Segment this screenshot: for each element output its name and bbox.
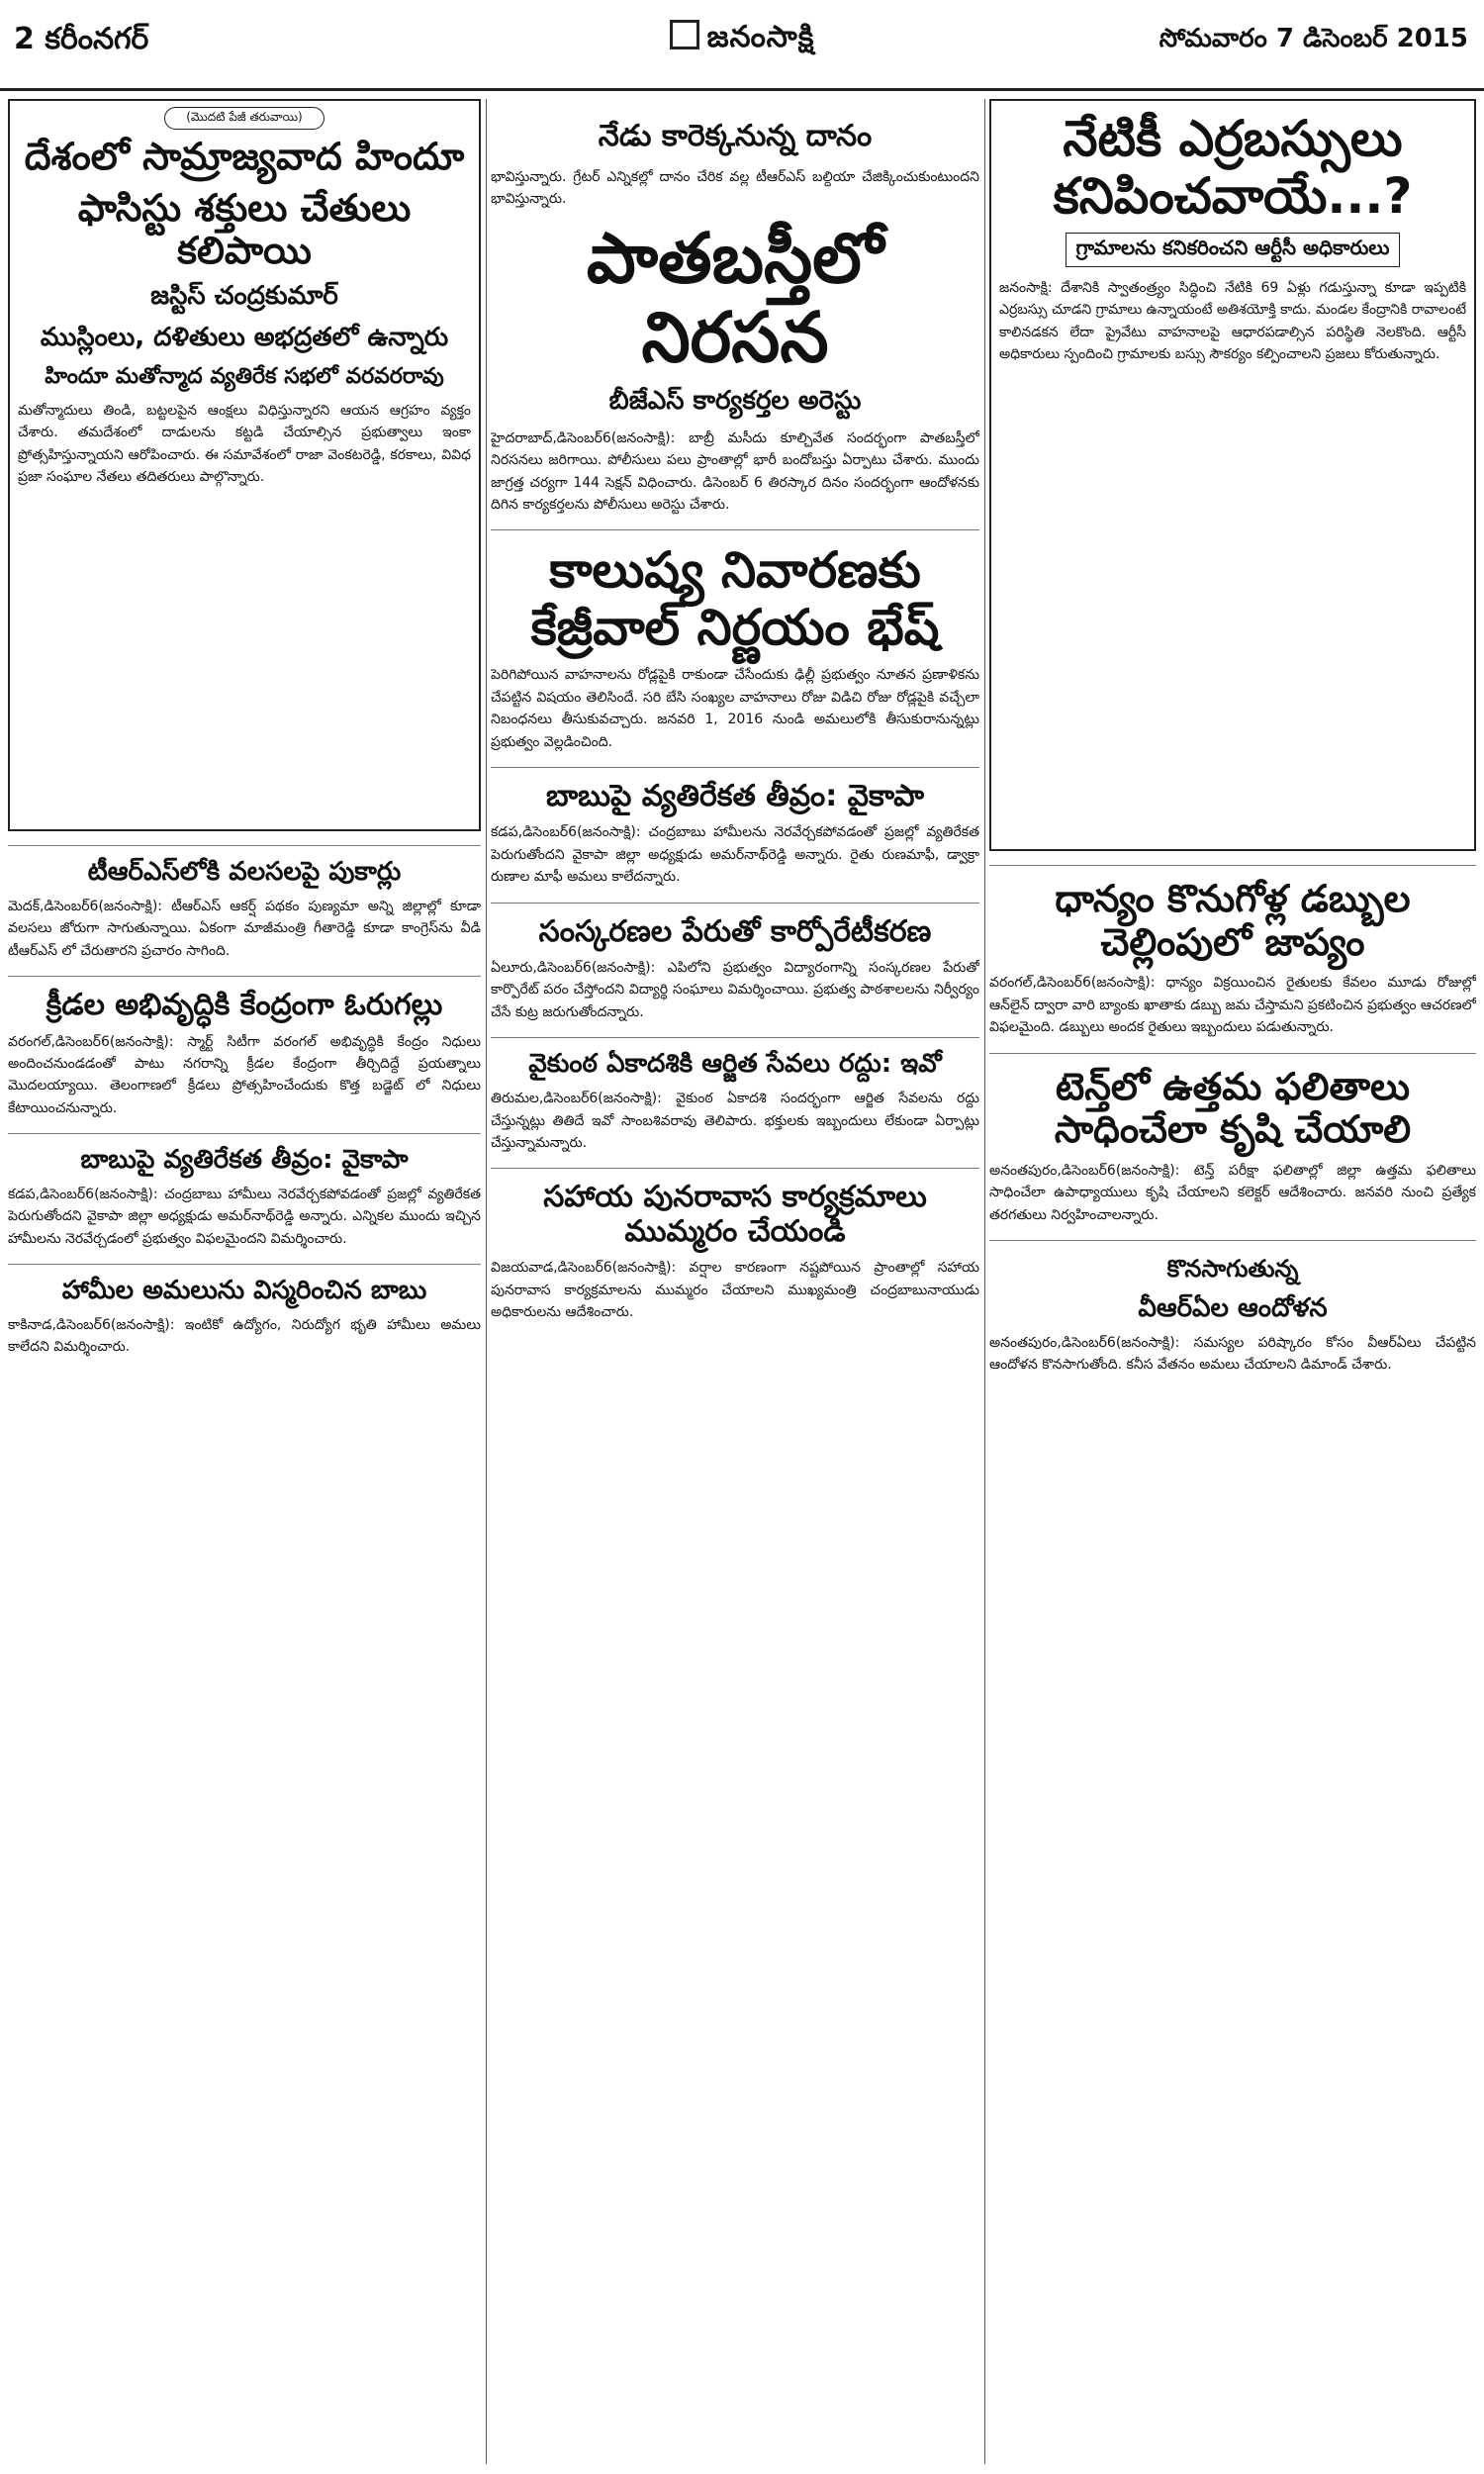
headline: వీఆర్‌ఏల ఆందోళన [1138, 1293, 1328, 1324]
subheadline: ముస్లింలు, దళితులు అభద్రతలో ఉన్నారు [40, 323, 449, 353]
headline: వైకుంఠ ఏకాదశికి ఆర్జిత సేవలు రద్దు: ఇవో [528, 1049, 942, 1080]
subheadline: గ్రామాలను కనికరించని ఆర్టీసీ అధికారులు [1066, 233, 1401, 267]
story-body: హైదరాబాద్,డిసెంబర్6(జనంసాక్షి): బాబ్రీ మసీదు కూల్చివేత సందర్భంగా పాతబస్తీలో నిరసనలు జరిగాయి. పోలీసులు పలు ప్రాంతాల్లో భారీ బందోబస్తు ఏర్పాటు చేశారు. ముందు జాగ్రత్త చర్యగా 144 సెక్షన్ విధించారు. డిసెంబర్ 6 తిరస్కార దినం సందర్భంగా ఆందోళనకు దిగిన కార్యకర్తలను పోలీసులు అరెస్టు చేశారు. [491, 429, 979, 513]
headline: టెన్త్‌లో ఉత్తమ ఫలితాలు సాధించేలా కృషి చేయాలి [1054, 1064, 1412, 1152]
kicker: కొనసాగుతున్న [1166, 1255, 1299, 1284]
story-ysrcp-left [8, 1133, 481, 1258]
story-body: కడప,డిసెంబర్6(జనంసాక్షి): చంద్రబాబు హామీలను నెరవేర్చకపోవడంతో ప్రజల్లో వ్యతిరేకత పెరుగుతోందని వైకాపా జిల్లా అధ్యక్షుడు అమర్‌నాథ్‌రెడ్డి అన్నారు. రైతు రుణమాఫీ, డ్వాక్రా రుణాల మాఫీ అమలు కాలేదన్నారు. [491, 824, 979, 886]
column-left [8, 99, 481, 1367]
masthead-title: జనంసాక్షి [706, 20, 815, 54]
subheadline: బీజేఎస్ కార్యకర్తల అరెస్టు [608, 385, 862, 416]
page-number: 2 కరీంనగర్ [14, 22, 149, 56]
story-intro: భావిస్తున్నారు. గ్రేటర్ ఎన్నికల్లో దానం చేరిక వల్ల టీఆర్‌ఎస్ బల్దియా చేజిక్కించుకుంటుందని భావిస్తున్నారు. [491, 169, 979, 208]
masthead-logo-icon [670, 20, 699, 49]
headline: టీఆర్‌ఎస్‌లోకి వలసలపై పుకార్లు [87, 857, 402, 887]
headline: దేశంలో సామ్రాజ్యవాద హిందూ [24, 135, 465, 178]
headline: ధాన్యం కొనుగోళ్ల డబ్బుల చెల్లింపులో జాప్యం [1055, 877, 1411, 964]
story-body: మెదక్,డిసెంబర్6(జనంసాక్షి): టీఆర్‌ఎస్ ఆకర్ష్ పథకం పుణ్యమా అన్ని జిల్లాల్లో కూడా వలసలు జోరుగా సాగుతున్నాయి. ఏకంగా మాజీమంత్రి గీతారెడ్డి కూడా కాంగ్రెస్‌ను వీడి టీఆర్‌ఎస్ లో చేరుతారని ప్రచారం సాగింది. [8, 898, 481, 959]
subheadline: జస్టిస్ చంద్రకుమార్ [150, 281, 338, 312]
story-corporatisation [491, 903, 979, 1032]
story-tenth-results [989, 1053, 1476, 1235]
story-body: పెరిగిపోయిన వాహనాలను రోడ్లపైకి రాకుండా చేసేందుకు ఢిల్లీ ప్రభుత్వం నూతన ప్రణాళికను చేపట్టిన విషయం తెలిసిందే. సరి బేసి సంఖ్యల వాహనాలు రోజు విడిచి రోజు రోడ్లపైకి వచ్చేలా నిబంధనలు తీసుకువచ్చారు. జనవరి 1, 2016 నుండి అమలులోకి తీసుకురానున్నట్లు ప్రభుత్వం వెల్లడించింది. [491, 667, 979, 750]
story-body: ఏలూరు,డిసెంబర్6(జనంసాక్షి): ఎపిలోని ప్రభుత్వం విద్యారంగాన్ని సంస్కరణల పేరుతో కార్పొరేట్ పరం చేస్తోందని విద్యార్థి సంఘాలు విమర్శించాయి. ప్రభుత్వ పాఠశాలలను నిర్వీర్యం చేసే కుట్ర జరుగుతోందన్నారు. [491, 960, 979, 1020]
subheadline-wrap [999, 233, 1466, 267]
story-vaikuntha-ekadasi [491, 1037, 979, 1162]
story-body: వరంగల్,డిసెంబర్6(జనంసాక్షి): స్మార్ట్ సిటీగా వరంగల్ అభివృద్ధికి కేంద్రం నిధులు అందించనుండడంతో పాటు నగరాన్ని క్రీడల కేంద్రంగా తీర్చిదిద్దే ప్రయత్నాలు మొదలయ్యాయి. తెలంగాణలో క్రీడలు ప్రోత్సహించేందుకు కొత్త బడ్జెట్ లో నిధులు కేటాయించనున్నారు. [8, 1033, 481, 1116]
page-header [0, 0, 1484, 91]
story-body: విజయవాడ,డిసెంబర్6(జనంసాక్షి): వర్షాల కారణంగా నష్టపోయిన ప్రాంతాల్లో సహాయ పునరావాస కార్యక్రమాలను ముమ్మరం చేయాలని ముఖ్యమంత్రి చంద్రబాబునాయుడు అధికారులను ఆదేశించారు. [491, 1260, 979, 1321]
headline: సహాయ పునరావాస కార్యక్రమాలు ముమ్మరం చేయండి [543, 1180, 927, 1249]
headline: బాబుపై వ్యతిరేకత తీవ్రం: వైకాపా [545, 778, 925, 813]
story-ysrcp-middle [491, 767, 979, 897]
story-body: కడప,డిసెంబర్6(జనంసాక్షి): చంద్రబాబు హామీలు నెరవేర్చకపోవడంతో ప్రజల్లో వ్యతిరేకత పెరుగుతోందని వైకాపా జిల్లా అధ్యక్షుడు అమర్‌నాథ్‌రెడ్డి అన్నారు. ఎన్నికల ముందు ఇచ్చిన హామీలను నెరవేర్చడంలో ప్రభుత్వం విఫలమైందని విమర్శించారు. [8, 1187, 481, 1247]
story-hindu-fascist [8, 99, 481, 831]
headline: క్రీడల అభివృద్ధికి కేంద్రంగా ఓరుగల్లు [46, 988, 443, 1023]
story-sports-hub [8, 976, 481, 1127]
story-relief-rehab [491, 1168, 979, 1331]
column-divider [486, 99, 487, 2464]
headline: కాలుష్య నివారణకు కేజ్రీవాల్ నిర్ణయం భేష్ [530, 541, 940, 656]
story-body: అనంతపురం,డిసెంబర్6(జనంసాక్షి): టెన్త్ పరీక్షా ఫలితాల్లో జిల్లా ఉత్తమ ఫలితాలు సాధించేలా ఉపాధ్యాయులు కృషి చేయాలని కలెక్టర్ ఆదేశించారు. జనవరి నుంచి ప్రత్యేక తరగతులు నిర్వహించాలన్నారు. [989, 1162, 1476, 1223]
dateline: సోమవారం 7 డిసెంబర్ 2015 [1159, 24, 1468, 53]
kicker: నేడు కారెక్కనున్న దానం [598, 119, 873, 153]
story-body: అనంతపురం,డిసెంబర్6(జనంసాక్షి): సమస్యల పరిష్కారం కోసం వీఆర్‌ఏలు చేపట్టిన ఆందోళన కొనసాగుతోంది. కనీస వేతనం అమలు చేయాలని డిమాండ్ చేశారు. [989, 1334, 1476, 1374]
column-middle [491, 99, 979, 1331]
headline: నేటికీ ఎర్రబస్సులు కనిపించవాయే...? [1053, 110, 1413, 225]
story-kejriwal [491, 529, 979, 761]
story-trs-rumours [8, 845, 481, 970]
story-body: వరంగల్,డిసెంబర్6(జనంసాక్షి): ధాన్యం విక్రయించిన రైతులకు కేవలం మూడు రోజుల్లో ఆన్‌లైన్ ద్వారా వారి బ్యాంకు ఖాతాకు డబ్బు జమ చేస్తామని ప్రకటించిన ప్రభుత్వం ఆచరణలో విఫలమైంది. డబ్బులు అందక రైతులు ఇబ్బందులు పడుతున్నారు. [989, 975, 1476, 1036]
headline: ఫాసిస్టు శక్తులు చేతులు కలిపాయి [77, 185, 412, 273]
headline: పాతబస్తీలో నిరసన [586, 217, 884, 379]
story-promises [8, 1264, 481, 1367]
story-body: తిరుమల,డిసెంబర్6(జనంసాక్షి): వైకుంఠ ఏకాదశి సందర్భంగా ఆర్జిత సేవలను రద్దు చేస్తున్నట్లు తితిదే ఇవో సాంబశివరావు తెలిపారు. భక్తులకు ఇబ్బందులు లేకుండా ఏర్పాట్లు చేస్తున్నామన్నారు. [491, 1091, 979, 1151]
headline: హామీల అమలును విస్మరించిన బాబు [61, 1276, 427, 1306]
story-body: జనంసాక్షి: దేశానికి స్వాతంత్ర్యం సిద్ధించి నేటికి 69 ఏళ్లు గడుస్తున్నా కూడా ఇప్పటికి ఎర్రబస్సు చూడని గ్రామాలు ఉన్నాయంటే అతిశయోక్తి కాదు. మండల కేంద్రానికి రావాలంటే కాలినడకన లేదా ప్రైవేటు వాహనాలపై ఆధారపడాల్సిన పరిస్థితి నెలకొంది. ఆర్టీసీ అధికారులు స్పందించి గ్రామాలకు బస్సు సౌకర్యం కల్పించాలని ప్రజలు కోరుతున్నారు. [999, 280, 1466, 363]
subheadline: హిందూ మతోన్మాద వ్యతిరేక సభలో వరవరరావు [45, 364, 444, 390]
story-body: మతోన్మాదులు తిండి, బట్టలపైన ఆంక్షలు విధిస్తున్నారని ఆయన ఆగ్రహం వ్యక్తం చేశారు. తమదేశంలో దాడులను కట్టడి చేయాల్సిన ప్రభుత్వాలు ఇంకా ప్రోత్సహిస్తున్నాయని ఆరోపించారు. ఈ సమావేశంలో రాజా వెంకటరెడ్డి, కరకాలు, వివిధ ప్రజా సంఘాల నేతలు తదితరులు పాల్గొన్నారు. [18, 403, 471, 486]
column-right [989, 99, 1476, 1384]
headline: సంస్కరణల పేరుతో కార్పోరేటీకరణ [538, 913, 932, 949]
story-grain-payments [989, 865, 1476, 1047]
story-red-buses [989, 99, 1476, 851]
column-divider [984, 99, 985, 2464]
story-old-city-protest [491, 105, 979, 523]
story-vra-agitation [989, 1240, 1476, 1384]
headline: బాబుపై వ్యతిరేకత తీవ్రం: వైకాపా [80, 1145, 409, 1176]
continued-tag: (మొదటి పేజీ తరువాయి) [164, 107, 325, 130]
story-body: కాకినాడ,డిసెంబర్6(జనంసాక్షి): ఇంటికో ఉద్యోగం, నిరుద్యోగ భృతి హామీలు అమలు కాలేదని విమర్శించారు. [8, 1317, 481, 1356]
